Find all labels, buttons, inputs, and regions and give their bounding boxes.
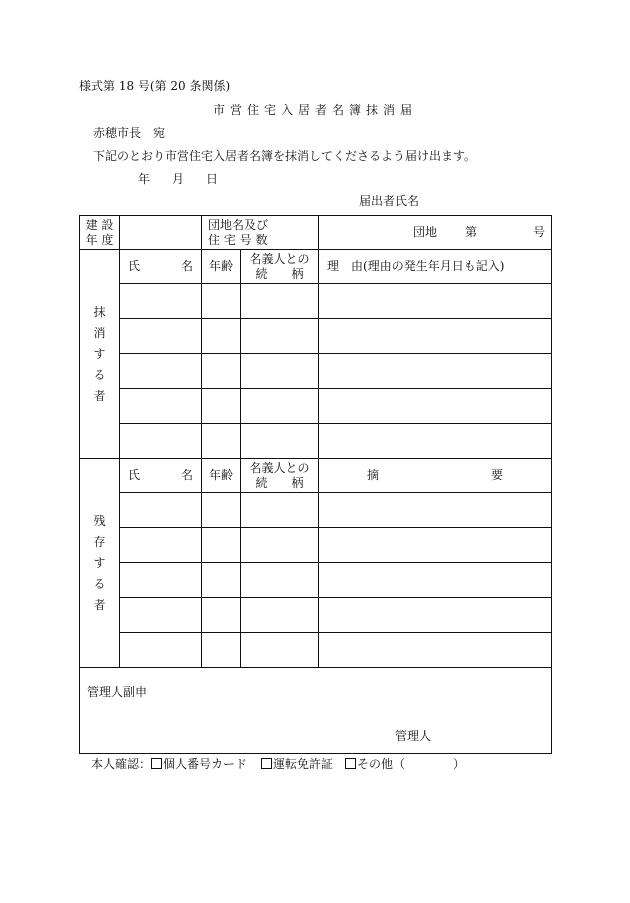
applicant-name-label: 届出者氏名 (359, 194, 420, 208)
danchi-field[interactable] (319, 216, 552, 250)
name-cell[interactable] (120, 633, 202, 668)
col-name-header: 氏 名 (120, 459, 202, 493)
reason-cell[interactable] (319, 319, 552, 354)
age-cell[interactable] (202, 424, 241, 459)
table-row (80, 528, 552, 563)
dai-text: 第 (464, 225, 477, 239)
table-row (80, 319, 552, 354)
relation-cell[interactable] (241, 563, 319, 598)
checkbox-other[interactable] (345, 758, 356, 769)
table-row (80, 493, 552, 528)
col-remarks-header: 摘 要 (319, 459, 552, 493)
manager-opinion-field[interactable] (80, 668, 552, 754)
build-year-label: 建 設 年 度 (80, 216, 120, 250)
table-row (80, 284, 552, 319)
col-relation-header: 名義人との 続 柄 (241, 459, 319, 493)
age-cell[interactable] (202, 598, 241, 633)
build-year-field[interactable] (120, 216, 202, 250)
relation-cell[interactable] (241, 389, 319, 424)
name-cell[interactable] (120, 389, 202, 424)
gou-text: 号 (533, 225, 546, 239)
statement: 下記のとおり市営住宅入居者名簿を抹消してくださるよう届け出ます。 (93, 149, 477, 163)
table-row (80, 424, 552, 459)
table-row (80, 598, 552, 633)
table-row (80, 389, 552, 424)
remain-side-label: 残 存 す る 者 (80, 459, 120, 668)
reason-cell[interactable] (319, 389, 552, 424)
application-form-table (79, 215, 552, 754)
relation-cell[interactable] (241, 424, 319, 459)
table-row (80, 563, 552, 598)
identity-check-label: 本人確認： (91, 757, 152, 771)
remarks-cell[interactable] (319, 493, 552, 528)
name-cell[interactable] (120, 528, 202, 563)
date-month: 月 (172, 172, 185, 186)
relation-cell[interactable] (241, 633, 319, 668)
col-reason-header: 理 由(理由の発生年月日も記入) (319, 250, 552, 284)
name-cell[interactable] (120, 424, 202, 459)
relation-cell[interactable] (241, 284, 319, 319)
remarks-cell[interactable] (319, 528, 552, 563)
remarks-cell[interactable] (319, 633, 552, 668)
option-mynumber: 個人番号カード (163, 757, 248, 771)
date-year: 年 (138, 172, 151, 186)
name-cell[interactable] (120, 598, 202, 633)
danchi-text: 団地 (412, 225, 437, 239)
checkbox-license[interactable] (261, 758, 272, 769)
remove-side-label: 抹 消 す る 者 (80, 250, 120, 459)
col-name-header: 氏 名 (120, 250, 202, 284)
col-age-header: 年齢 (202, 250, 241, 284)
relation-cell[interactable] (241, 354, 319, 389)
checkbox-mynumber[interactable] (151, 758, 162, 769)
addressee: 赤穂市長 宛 (93, 126, 166, 140)
age-cell[interactable] (202, 528, 241, 563)
danchi-label: 団地名及び 住 宅 号 数 (202, 216, 319, 250)
col-relation-header: 名義人との 続 柄 (241, 250, 319, 284)
option-other: その他（ ） (357, 757, 466, 771)
age-cell[interactable] (202, 389, 241, 424)
date-day: 日 (206, 172, 219, 186)
remove-header-row (80, 250, 552, 284)
manager-label: 管理人 (395, 729, 432, 743)
remarks-cell[interactable] (319, 598, 552, 633)
reason-cell[interactable] (319, 284, 552, 319)
manager-opinion-row (80, 668, 552, 754)
form-number: 様式第 18 号(第 20 条関係) (79, 79, 231, 93)
age-cell[interactable] (202, 563, 241, 598)
relation-cell[interactable] (241, 598, 319, 633)
age-cell[interactable] (202, 319, 241, 354)
name-cell[interactable] (120, 319, 202, 354)
age-cell[interactable] (202, 354, 241, 389)
remain-header-row (80, 459, 552, 493)
table-row (80, 354, 552, 389)
age-cell[interactable] (202, 493, 241, 528)
age-cell[interactable] (202, 633, 241, 668)
table-row (80, 633, 552, 668)
col-age-header: 年齢 (202, 459, 241, 493)
relation-cell[interactable] (241, 528, 319, 563)
name-cell[interactable] (120, 493, 202, 528)
relation-cell[interactable] (241, 493, 319, 528)
age-cell[interactable] (202, 284, 241, 319)
option-license: 運転免許証 (273, 757, 334, 771)
document-title: 市営住宅入居者名簿抹消届 (213, 103, 418, 117)
reason-cell[interactable] (319, 354, 552, 389)
building-info-row (80, 216, 552, 250)
name-cell[interactable] (120, 354, 202, 389)
manager-opinion-label: 管理人副申 (87, 685, 148, 699)
reason-cell[interactable] (319, 424, 552, 459)
identity-check-line (91, 758, 465, 770)
relation-cell[interactable] (241, 319, 319, 354)
remarks-cell[interactable] (319, 563, 552, 598)
name-cell[interactable] (120, 284, 202, 319)
name-cell[interactable] (120, 563, 202, 598)
